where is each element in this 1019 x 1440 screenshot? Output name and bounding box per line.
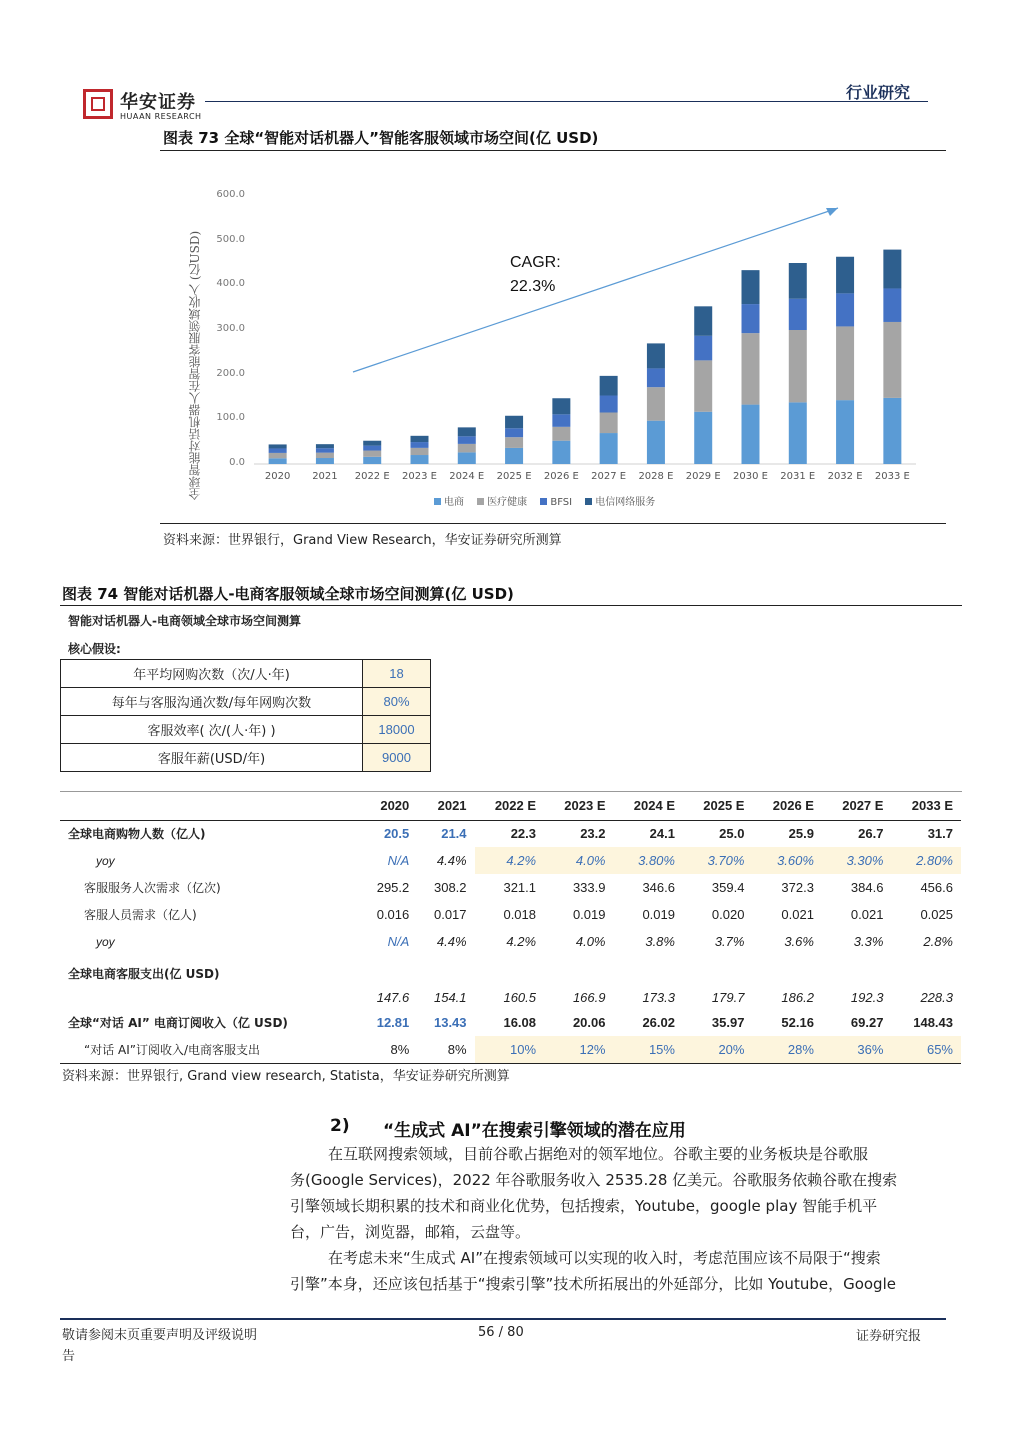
footer-disclaimer: 敬请参阅末页重要声明及评级说明 告: [62, 1328, 258, 1364]
chart-legend: [434, 493, 655, 508]
bar-segment: [458, 444, 476, 452]
y-tick-label: 500.0: [216, 233, 245, 245]
paragraph-line: 在互联网搜索领域，目前谷歌占据绝对的领军地位。谷歌主要的业务板块是谷歌服: [328, 1145, 869, 1163]
bar-segment: [458, 427, 476, 436]
x-tick-label: 2022 E: [354, 471, 390, 482]
y-tick-label: 300.0: [216, 323, 245, 334]
logo-text: 华安证券: [120, 92, 196, 113]
y-tick-label: 100.0: [216, 412, 245, 424]
bar-segment: [647, 343, 665, 368]
bar-segment: [789, 263, 807, 299]
fig74-title: 图表 74 智能对话机器人-电商客服领域全球市场空间测算(亿 USD): [62, 585, 514, 603]
bar-segment: [552, 427, 570, 441]
bar-segment: [363, 457, 381, 464]
bar-segment: [269, 458, 287, 464]
x-tick-label: 2031 E: [780, 471, 816, 482]
bar-segment: [269, 444, 287, 448]
x-tick-label: 2021: [312, 471, 338, 482]
x-tick-label: 2033 E: [874, 471, 910, 482]
table-row: 客服人员需求（亿人) 0.016 0.017 0.018 0.019 0.019 0.020 0.021 0.021 0.025: [84, 907, 953, 922]
bar-segment: [836, 257, 854, 294]
assumption-row: 客服年薪(USD/年) 9000: [61, 744, 431, 772]
bar-segment: [694, 306, 712, 335]
section-heading: “生成式 AI”在搜索引擎领域的潜在应用: [383, 1121, 686, 1141]
bar-segment: [883, 398, 901, 464]
table-row: 全球电商购物人数（亿人) 20.5 21.4 22.3 23.2 24.1 25.0 25.9 26.7 31.7: [60, 820, 961, 847]
legend-item-bfsi: BFSI: [540, 497, 572, 508]
logo-subtext: HUAAN RESEARCH: [120, 112, 202, 121]
bar-segment: [836, 326, 854, 400]
bar-segment: [647, 368, 665, 387]
y-tick-label: 200.0: [216, 367, 245, 379]
x-tick-label: 2030 E: [733, 471, 768, 482]
assumption-row: 客服效率( 次/(人·年) ) 18000: [61, 716, 431, 744]
market-sizing-table: [60, 792, 961, 1064]
bar-segment: [458, 452, 476, 464]
y-tick-label: 600.0: [216, 189, 245, 200]
fig74-subtitle: 智能对话机器人-电商领域全球市场空间测算: [68, 614, 301, 628]
assumption-row: 年平均网购次数（次/人·年) 18: [61, 660, 431, 688]
bar-segment: [269, 453, 287, 458]
assumption-row: 每年与客服沟通次数/每年网购次数 80%: [61, 688, 431, 716]
bar-segment: [600, 396, 618, 413]
bar-segment: [505, 437, 523, 448]
x-tick-label: 2026 E: [543, 471, 579, 482]
cagr-label: CAGR:: [510, 254, 561, 271]
bar-segment: [789, 402, 807, 464]
paragraph-line: 台，广告，浏览器，邮箱，云盘等。: [290, 1223, 531, 1241]
x-tick-label: 2024 E: [449, 471, 485, 482]
footer-report-label: 证券研究报: [856, 1329, 922, 1344]
footer-rule: [60, 1318, 946, 1320]
section-heading-number: 2): [330, 1116, 350, 1136]
bar-segment: [411, 448, 429, 455]
paragraph-line: 务(Google Services)，2022 年谷歌服务收入 2535.28 亿美元。谷歌服务依赖谷歌在搜索: [290, 1171, 898, 1189]
x-tick-label: 2028 E: [638, 471, 674, 482]
x-tick-label: 2025 E: [496, 471, 532, 482]
bar-segment: [363, 451, 381, 457]
x-tick-label: 2020: [264, 471, 291, 482]
bar-segment: [411, 436, 429, 442]
bar-segment: [411, 455, 429, 464]
table-row: “对话 AI”订阅收入/电商客服支出 8% 8% 10% 12% 15% 20% 28% 36% 65%: [60, 1036, 961, 1063]
bar-segment: [789, 299, 807, 330]
bar-segment: [742, 333, 760, 404]
paragraph-line: 引擎”本身，还应该包括基于“搜索引擎”技术所拓展出的外延部分，比如 Youtube，Google: [290, 1275, 896, 1293]
bar-segment: [363, 446, 381, 451]
assumptions-label: 核心假设:: [68, 642, 121, 656]
fig74-source: 资料来源：世界银行, Grand view research, Statista，华安证券研究所测算: [62, 1069, 510, 1084]
bar-segment: [694, 336, 712, 361]
bar-segment: [647, 421, 665, 464]
bar-segment: [316, 448, 334, 452]
table-header-row: 2020 2021 2022 E 2023 E 2024 E 2025 E 2026 E 2027 E 2033 E: [380, 798, 953, 814]
bar-segment: [316, 458, 334, 464]
assumptions-table: [60, 659, 431, 772]
bar-segment: [742, 405, 760, 464]
bar-segment: [552, 441, 570, 464]
bar-segment: [552, 398, 570, 414]
bar-segment: [883, 322, 901, 398]
bar-segment: [600, 433, 618, 464]
table-row: 全球“对话 AI” 电商订阅收入（亿 USD) 12.81 13.43 16.08 20.06 26.02 35.97 52.16 69.27 148.43: [68, 1015, 953, 1030]
table-row: 全球电商客服支出(亿 USD) 147.6 154.1 160.5 166.9 173.3 179.7 186.2 192.3 228.3: [68, 967, 953, 1005]
bar-segment: [363, 441, 381, 446]
fig73-title: 图表 73 全球“智能对话机器人”智能客服领域市场空间(亿 USD): [163, 129, 599, 147]
cagr-annotation: [510, 251, 561, 299]
table-row: yoy N/A 4.4% 4.2% 4.0% 3.8% 3.7% 3.6% 3.3% 2.8%: [96, 934, 953, 949]
section-body: [290, 1141, 950, 1297]
legend-item-telecom: 电信网络服务: [585, 497, 655, 508]
page-number: 56 / 80: [478, 1325, 524, 1340]
bar-segment: [600, 412, 618, 433]
x-tick-label: 2029 E: [685, 471, 721, 482]
bar-segment: [694, 360, 712, 411]
bar-segment: [836, 400, 854, 464]
bar-segment: [505, 428, 523, 437]
legend-item-ecommerce: 电商: [434, 497, 464, 508]
table-row: yoy N/A 4.4% 4.2% 4.0% 3.80% 3.70% 3.60% 3.30% 2.80%: [60, 847, 961, 874]
section-label: 行业研究: [846, 83, 911, 102]
y-tick-label: 0.0: [229, 457, 245, 468]
bar-segment: [552, 414, 570, 427]
bar-segment: [883, 250, 901, 289]
chart-y-label: 全球智能对话机器人在智能客服领域收入 (亿USD): [188, 230, 202, 500]
bar-segment: [883, 288, 901, 322]
paragraph-line: 引擎领域长期积累的技术和商业化优势，包括搜索，Youtube，google play 智能手机平: [290, 1197, 878, 1215]
bar-segment: [269, 448, 287, 452]
bar-segment: [458, 436, 476, 444]
x-tick-label: 2023 E: [402, 471, 437, 482]
legend-item-medical: 医疗健康: [477, 497, 527, 508]
y-tick-label: 400.0: [216, 278, 245, 290]
fig74-top-rule: [60, 605, 962, 606]
bar-segment: [316, 453, 334, 458]
x-tick-label: 2027 E: [591, 471, 627, 482]
trend-arrow: [353, 208, 838, 372]
bar-segment: [600, 376, 618, 396]
bar-segment: [789, 330, 807, 402]
bar-segment: [836, 293, 854, 326]
bar-segment: [505, 416, 523, 429]
table-row: 客服服务人次需求（亿次) 295.2 308.2 321.1 333.9 346.6 359.4 372.3 384.6 456.6: [84, 880, 953, 895]
bar-segment: [742, 270, 760, 304]
fig73-source: 资料来源：世界银行，Grand View Research，华安证券研究所测算: [163, 533, 562, 548]
bar-segment: [647, 387, 665, 421]
bar-segment: [694, 412, 712, 464]
x-tick-label: 2032 E: [827, 471, 863, 482]
bar-segment: [316, 444, 334, 448]
bar-segment: [742, 304, 760, 333]
fig73-bottom-rule: [160, 523, 946, 524]
bar-segment: [505, 448, 523, 464]
paragraph-line: 在考虑未来“生成式 AI”在搜索领域可以实现的收入时，考虑范围应该不局限于“搜索: [328, 1249, 881, 1267]
cagr-value: 22.3%: [510, 278, 556, 295]
bar-segment: [411, 442, 429, 448]
